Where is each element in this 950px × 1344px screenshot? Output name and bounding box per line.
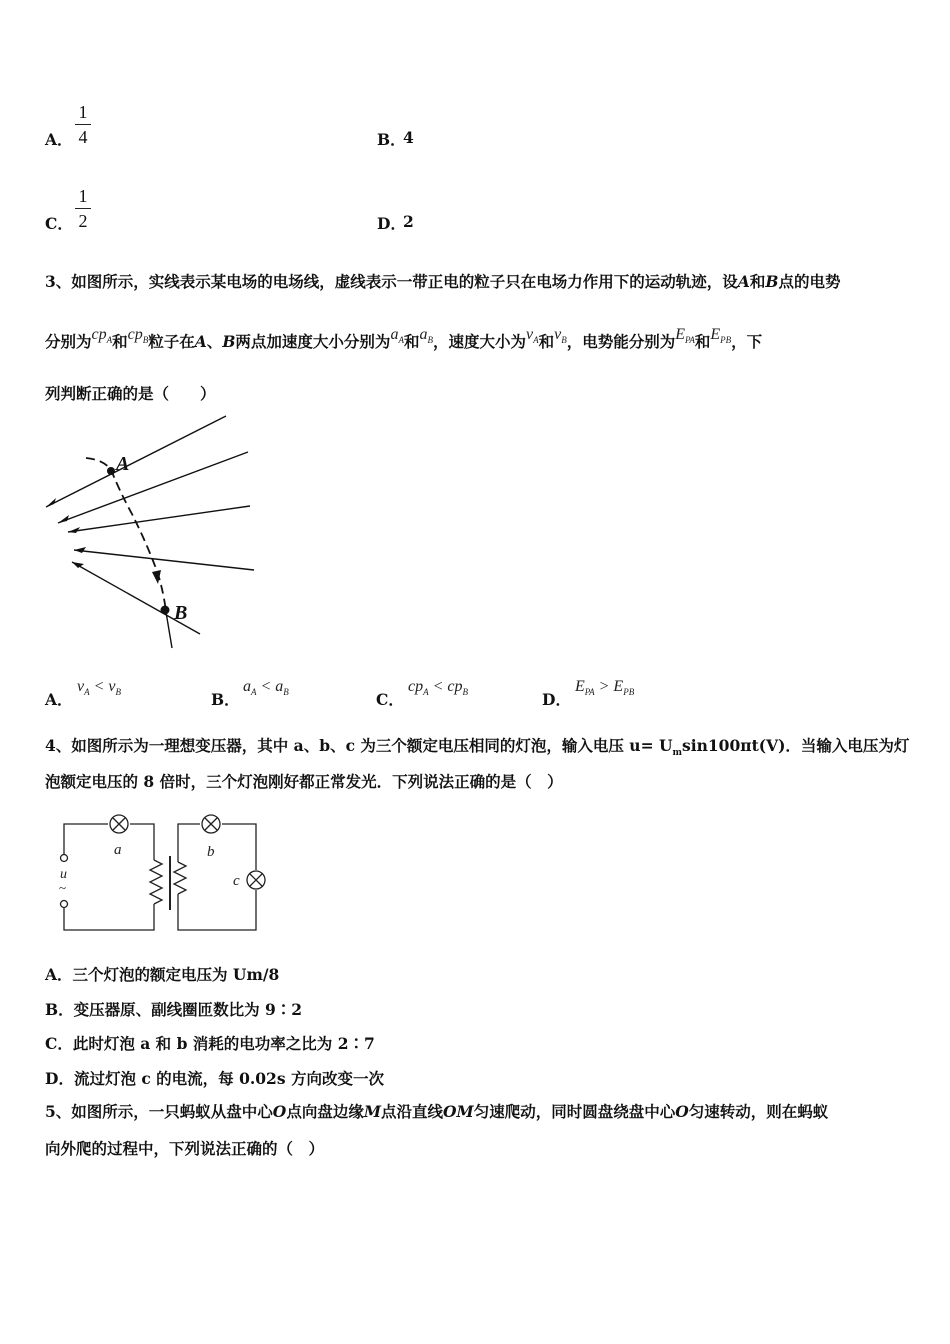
q3-option-c-label: C． <box>376 690 404 709</box>
q3-option-a-label: A． <box>45 690 73 709</box>
q5-stem-line1: 5、如图所示，一只蚂蚁从盘中心O点向盘边缘M点沿直线OM匀速爬动，同时圆盘绕盘中心O匀速转动，则在蚂蚁 <box>45 1102 829 1121</box>
field-line-4-arrow <box>74 547 86 553</box>
q3-field-figure <box>40 412 270 657</box>
q4-stem-line2: 泡额定电压的 8 倍时，三个灯泡刚好都正常发光．下列说法正确的是（ ） <box>45 772 563 791</box>
q2-option-d-label: D． <box>377 214 406 233</box>
q2-option-d-value: 2 <box>403 212 414 231</box>
q4-option-a: A．三个灯泡的额定电压为 Um/8 <box>45 965 280 984</box>
fraction-denominator: 4 <box>78 127 88 147</box>
fraction-numerator: 1 <box>78 186 88 206</box>
math-a-a: $a_A$ <box>390 326 404 346</box>
field-line-2 <box>58 452 248 523</box>
q2-option-b-value: 4 <box>403 128 414 147</box>
q4-stem-line1: 4、如图所示为一理想变压器，其中 a、b、c 为三个额定电压相同的灯泡，输入电压 $u= U_m\sin 100\pi t(V)$．当输入电压为灯 <box>45 736 910 759</box>
q3-stem-line3: 列判断正确的是（ ） <box>45 384 216 403</box>
primary-wire-top-left <box>64 824 108 854</box>
q3-stem-line1: 3、如图所示，实线表示某电场的电场线，虚线表示一带正电的粒子只在电场力作用下的运动轨迹，设A和B点的电势 <box>45 272 841 291</box>
q3-stem-line2: 分别为$cp_A$和$cp_B$粒子在A、B两点加速度大小分别为$a_A$和$a_B$，速度大小为$v_A$和$v_B$，电势能分别为$E_{PA}$和$E_{PB}$，下 <box>45 326 763 351</box>
input-terminal-top <box>61 855 68 862</box>
math-cp-b: $cp_B$ <box>127 326 149 346</box>
bulb-c-label: c <box>233 873 240 889</box>
secondary-wire-top-left <box>178 824 200 862</box>
primary-wire-top-right <box>130 824 154 860</box>
math-e-pb: $E_{PB}$ <box>710 326 732 346</box>
q2-option-c-label: C． <box>45 214 73 233</box>
math-v-a: $v_A$ <box>525 326 539 346</box>
point-b-dot <box>161 606 170 615</box>
math-cp-a: $cp_A$ <box>91 326 113 346</box>
fraction-numerator: 1 <box>78 102 88 122</box>
point-a-dot <box>107 467 115 475</box>
secondary-coil <box>174 862 186 894</box>
point-a-label: A <box>116 453 130 475</box>
q3-option-c-math: $cp_A < cp_B$ <box>408 678 469 698</box>
field-line-4 <box>74 550 254 570</box>
fraction-denominator: 2 <box>78 211 88 231</box>
input-terminal-bottom <box>61 901 68 908</box>
q4-option-c: C．此时灯泡 a 和 b 消耗的电功率之比为 2∶7 <box>45 1034 375 1053</box>
q2-option-b-label: B． <box>377 130 406 149</box>
q3-option-b-label: B． <box>211 690 240 709</box>
q5-stem-line2: 向外爬的过程中，下列说法正确的（ ） <box>45 1139 325 1158</box>
input-u-label: u <box>60 867 67 882</box>
point-b-label: B <box>174 602 188 624</box>
primary-coil <box>150 860 162 904</box>
math-e-pa: $E_{PA}$ <box>675 326 695 346</box>
secondary-wire-top-right <box>222 824 256 870</box>
q3-option-d-math: $E_{PA} > E_{PB}$ <box>575 678 635 698</box>
primary-wire-bottom <box>64 904 154 930</box>
bulb-b-label: b <box>207 844 215 860</box>
ac-tilde-symbol: ~ <box>59 880 67 895</box>
field-line-3 <box>68 506 250 532</box>
fraction-bar <box>75 124 91 125</box>
q4-option-d: D．流过灯泡 c 的电流，每 0.02s 方向改变一次 <box>45 1069 384 1088</box>
q3-option-d-label: D． <box>542 690 571 709</box>
q3-option-a-math: $v_A < v_B$ <box>77 678 122 698</box>
q4-option-b: B．变压器原、副线圈匝数比为 9∶2 <box>45 1000 303 1019</box>
q3-option-b-math: $a_A < a_B$ <box>243 678 289 698</box>
fraction-bar <box>75 208 91 209</box>
q2-option-c-fraction <box>73 186 93 231</box>
bulb-a-label: a <box>114 842 122 858</box>
math-a-b: $a_B$ <box>419 326 433 346</box>
secondary-wire-bottom <box>178 890 256 930</box>
q4-transformer-circuit <box>52 812 277 942</box>
q2-option-a-fraction <box>73 102 93 147</box>
math-v-b: $v_B$ <box>554 326 567 346</box>
q2-option-a-label: A． <box>45 130 73 149</box>
